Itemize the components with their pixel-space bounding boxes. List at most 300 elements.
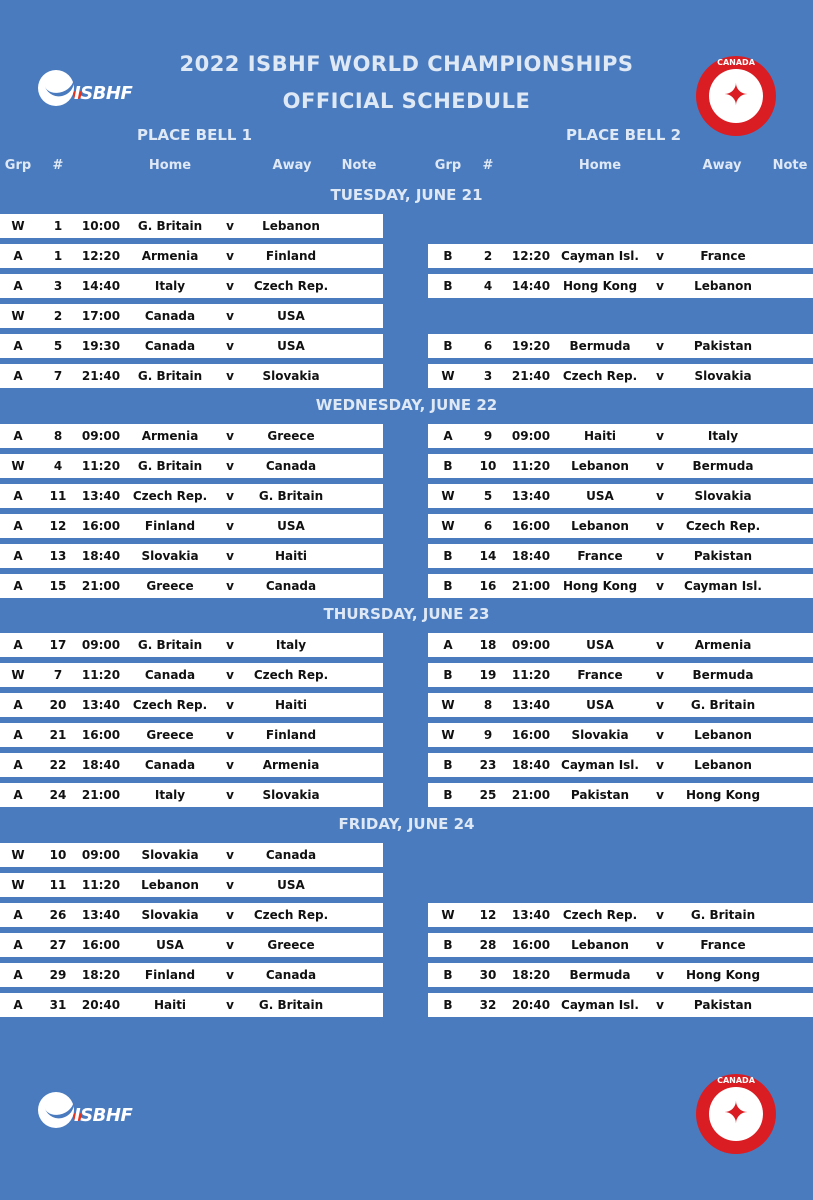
game-row [428, 723, 813, 747]
game-num: 4 [53, 459, 63, 473]
game-home: Canada [144, 668, 196, 682]
game-grp: A [13, 728, 23, 742]
game-time: 09:00 [511, 638, 551, 652]
game-time: 13:40 [81, 489, 121, 503]
game-away: Lebanon [262, 219, 320, 233]
game-row [428, 993, 813, 1017]
game-row [0, 993, 383, 1017]
game-time: 16:00 [511, 728, 551, 742]
game-grp: A [13, 758, 23, 772]
game-grp: A [13, 788, 23, 802]
game-grp: W [11, 878, 25, 892]
game-grp: B [443, 279, 453, 293]
game-grp: A [13, 698, 23, 712]
game-num: 14 [479, 549, 497, 563]
game-num: 16 [479, 579, 497, 593]
game-num: 25 [479, 788, 497, 802]
game-num: 5 [53, 339, 63, 353]
game-num: 24 [49, 788, 67, 802]
game-home: Czech Rep. [132, 489, 208, 503]
game-v: v [226, 279, 234, 293]
game-v: v [226, 249, 234, 263]
game-home: Italy [154, 788, 186, 802]
game-num: 11 [49, 878, 67, 892]
game-row [0, 364, 383, 388]
game-row [428, 364, 813, 388]
game-time: 11:20 [81, 878, 121, 892]
game-v: v [226, 489, 234, 503]
game-grp: W [11, 309, 25, 323]
game-away: Slovakia [262, 369, 320, 383]
game-home: Czech Rep. [562, 369, 638, 383]
game-row [428, 903, 813, 927]
game-time: 11:20 [81, 668, 121, 682]
game-time: 11:20 [81, 459, 121, 473]
game-num: 21 [49, 728, 67, 742]
game-time: 13:40 [511, 489, 551, 503]
game-v: v [656, 459, 664, 473]
game-v: v [226, 339, 234, 353]
game-num: 22 [49, 758, 67, 772]
game-home: Greece [146, 579, 194, 593]
game-grp: A [13, 638, 23, 652]
game-v: v [226, 848, 234, 862]
game-time: 20:40 [511, 998, 551, 1012]
game-home: Pakistan [570, 788, 630, 802]
game-row [0, 424, 383, 448]
game-v: v [226, 579, 234, 593]
game-grp: A [443, 429, 453, 443]
game-num: 32 [479, 998, 497, 1012]
col-header-grp-2: Grp [434, 158, 462, 173]
game-home: Slovakia [141, 549, 199, 563]
game-away: Italy [707, 429, 739, 443]
game-time: 18:20 [511, 968, 551, 982]
game-v: v [226, 638, 234, 652]
col-header-home-2: Home [578, 158, 622, 173]
game-grp: A [13, 579, 23, 593]
game-grp: W [441, 698, 455, 712]
game-v: v [656, 519, 664, 533]
game-away: Finland [265, 249, 317, 263]
game-home: Canada [144, 758, 196, 772]
game-away: Czech Rep. [253, 908, 329, 922]
game-num: 8 [53, 429, 63, 443]
game-away: France [700, 249, 746, 263]
game-row [0, 693, 383, 717]
game-grp: A [13, 998, 23, 1012]
game-num: 5 [483, 489, 493, 503]
game-row [428, 693, 813, 717]
game-time: 11:20 [511, 459, 551, 473]
game-v: v [656, 549, 664, 563]
game-v: v [656, 698, 664, 712]
game-row [0, 783, 383, 807]
game-num: 6 [483, 339, 493, 353]
game-time: 21:00 [81, 579, 121, 593]
game-home: Cayman Isl. [561, 758, 639, 772]
game-v: v [656, 369, 664, 383]
game-grp: B [443, 788, 453, 802]
game-v: v [226, 728, 234, 742]
game-away: Pakistan [693, 998, 753, 1012]
game-home: Czech Rep. [562, 908, 638, 922]
col-header-away-2: Away [702, 158, 742, 173]
game-grp: W [441, 369, 455, 383]
game-away: Czech Rep. [685, 519, 761, 533]
title-line-1: 2022 ISBHF WORLD CHAMPIONSHIPS [179, 52, 634, 76]
game-v: v [656, 728, 664, 742]
game-num: 10 [479, 459, 497, 473]
game-time: 10:00 [81, 219, 121, 233]
game-time: 14:40 [511, 279, 551, 293]
game-away: G. Britain [690, 908, 756, 922]
game-num: 19 [479, 668, 497, 682]
game-v: v [656, 908, 664, 922]
game-num: 3 [53, 279, 63, 293]
day-header: WEDNESDAY, JUNE 22 [315, 396, 498, 414]
game-row [428, 454, 813, 478]
game-away: USA [277, 519, 305, 533]
game-home: Slovakia [141, 908, 199, 922]
game-away: Bermuda [692, 668, 754, 682]
game-time: 12:20 [81, 249, 121, 263]
game-time: 14:40 [81, 279, 121, 293]
game-time: 13:40 [81, 908, 121, 922]
game-num: 1 [53, 219, 63, 233]
game-away: Lebanon [694, 279, 752, 293]
game-num: 12 [49, 519, 67, 533]
game-num: 15 [49, 579, 67, 593]
game-time: 11:20 [511, 668, 551, 682]
game-num: 18 [479, 638, 497, 652]
game-away: USA [277, 878, 305, 892]
game-v: v [656, 339, 664, 353]
canada-badge-top: ✦ CANADA [696, 56, 776, 136]
game-grp: A [443, 638, 453, 652]
game-v: v [656, 249, 664, 263]
game-grp: A [13, 249, 23, 263]
game-home: USA [586, 698, 614, 712]
game-home: Armenia [141, 429, 199, 443]
game-v: v [656, 579, 664, 593]
game-time: 18:40 [511, 758, 551, 772]
game-grp: W [11, 848, 25, 862]
game-row [428, 514, 813, 538]
game-grp: A [13, 938, 23, 952]
game-v: v [656, 429, 664, 443]
game-row [0, 274, 383, 298]
game-v: v [226, 549, 234, 563]
game-row [0, 873, 383, 897]
game-home: France [577, 549, 623, 563]
game-home: G. Britain [137, 219, 203, 233]
game-row [0, 903, 383, 927]
game-time: 18:40 [511, 549, 551, 563]
game-v: v [656, 968, 664, 982]
game-time: 09:00 [81, 429, 121, 443]
game-home: G. Britain [137, 638, 203, 652]
game-away: Czech Rep. [253, 668, 329, 682]
game-away: Hong Kong [685, 968, 761, 982]
game-num: 29 [49, 968, 67, 982]
game-row [0, 933, 383, 957]
game-away: Finland [265, 728, 317, 742]
game-home: G. Britain [137, 459, 203, 473]
game-away: Haiti [274, 549, 308, 563]
game-home: Armenia [141, 249, 199, 263]
col-header-grp: Grp [4, 158, 32, 173]
game-num: 6 [483, 519, 493, 533]
col-header-num: # [52, 158, 64, 173]
game-away: G. Britain [258, 489, 324, 503]
game-num: 2 [53, 309, 63, 323]
game-v: v [656, 758, 664, 772]
game-grp: B [443, 579, 453, 593]
game-away: Cayman Isl. [684, 579, 762, 593]
rink-label-right: PLACE BELL 2 [566, 126, 682, 144]
game-v: v [226, 998, 234, 1012]
game-grp: W [11, 219, 25, 233]
game-grp: A [13, 519, 23, 533]
game-grp: W [11, 459, 25, 473]
game-away: Armenia [694, 638, 752, 652]
game-num: 12 [479, 908, 497, 922]
game-away: Canada [265, 848, 317, 862]
game-num: 30 [479, 968, 497, 982]
game-row [428, 933, 813, 957]
game-away: Greece [267, 429, 315, 443]
game-v: v [226, 459, 234, 473]
game-num: 20 [49, 698, 67, 712]
game-grp: B [443, 249, 453, 263]
maple-leaf-icon: ✦ [723, 1096, 749, 1131]
game-time: 19:20 [511, 339, 551, 353]
game-away: Canada [265, 459, 317, 473]
game-away: G. Britain [258, 998, 324, 1012]
game-row [428, 753, 813, 777]
game-time: 09:00 [81, 638, 121, 652]
maple-leaf-icon: ✦ [723, 78, 749, 113]
game-v: v [656, 998, 664, 1012]
game-num: 9 [483, 728, 493, 742]
game-v: v [656, 938, 664, 952]
game-home: Canada [144, 309, 196, 323]
game-v: v [226, 369, 234, 383]
game-home: Canada [144, 339, 196, 353]
col-header-home: Home [148, 158, 192, 173]
game-row [428, 484, 813, 508]
game-num: 23 [479, 758, 497, 772]
game-away: Slovakia [694, 489, 752, 503]
game-num: 27 [49, 938, 67, 952]
game-v: v [226, 878, 234, 892]
game-grp: B [443, 968, 453, 982]
game-time: 16:00 [511, 519, 551, 533]
game-num: 28 [479, 938, 497, 952]
rink-label-left: PLACE BELL 1 [137, 126, 253, 144]
game-num: 10 [49, 848, 67, 862]
game-grp: A [13, 339, 23, 353]
game-grp: A [13, 908, 23, 922]
game-grp: B [443, 998, 453, 1012]
game-away: Pakistan [693, 549, 753, 563]
game-grp: W [441, 728, 455, 742]
game-away: Canada [265, 579, 317, 593]
game-v: v [226, 938, 234, 952]
game-grp: W [441, 519, 455, 533]
game-grp: B [443, 549, 453, 563]
canada-badge-bottom: ✦ CANADA [696, 1074, 776, 1154]
game-row [0, 544, 383, 568]
game-row [0, 963, 383, 987]
game-row [0, 454, 383, 478]
game-home: Lebanon [141, 878, 199, 892]
game-v: v [656, 489, 664, 503]
game-v: v [656, 668, 664, 682]
game-away: Canada [265, 968, 317, 982]
game-row [0, 244, 383, 268]
game-v: v [656, 788, 664, 802]
game-v: v [226, 309, 234, 323]
game-home: USA [586, 489, 614, 503]
game-time: 16:00 [511, 938, 551, 952]
game-time: 19:30 [81, 339, 121, 353]
game-row [428, 274, 813, 298]
game-v: v [226, 698, 234, 712]
game-row [0, 334, 383, 358]
game-row [428, 633, 813, 657]
game-time: 18:20 [81, 968, 121, 982]
game-num: 9 [483, 429, 493, 443]
game-home: Cayman Isl. [561, 998, 639, 1012]
game-row [0, 633, 383, 657]
game-home: Czech Rep. [132, 698, 208, 712]
game-time: 20:40 [81, 998, 121, 1012]
game-v: v [226, 788, 234, 802]
game-num: 13 [49, 549, 67, 563]
game-time: 16:00 [81, 728, 121, 742]
game-home: Finland [144, 968, 196, 982]
game-v: v [656, 638, 664, 652]
game-num: 26 [49, 908, 67, 922]
game-home: Bermuda [569, 968, 631, 982]
game-time: 21:00 [511, 788, 551, 802]
game-grp: W [11, 668, 25, 682]
day-header: THURSDAY, JUNE 23 [323, 605, 490, 623]
col-header-note: Note [341, 158, 377, 173]
game-away: USA [277, 339, 305, 353]
game-away: France [700, 938, 746, 952]
game-home: Lebanon [571, 938, 629, 952]
game-home: Slovakia [571, 728, 629, 742]
game-time: 13:40 [511, 698, 551, 712]
game-row [0, 663, 383, 687]
game-grp: A [13, 369, 23, 383]
game-home: Cayman Isl. [561, 249, 639, 263]
col-header-note-2: Note [772, 158, 808, 173]
game-time: 21:00 [81, 788, 121, 802]
game-row [428, 783, 813, 807]
game-v: v [226, 219, 234, 233]
game-row [428, 963, 813, 987]
game-grp: W [441, 908, 455, 922]
game-time: 09:00 [511, 429, 551, 443]
game-row [0, 304, 383, 328]
game-home: France [577, 668, 623, 682]
game-num: 2 [483, 249, 493, 263]
game-row [0, 843, 383, 867]
game-grp: A [13, 489, 23, 503]
game-home: Hong Kong [562, 279, 638, 293]
game-v: v [656, 279, 664, 293]
game-num: 8 [483, 698, 493, 712]
day-header: TUESDAY, JUNE 21 [330, 186, 483, 204]
game-home: Slovakia [141, 848, 199, 862]
game-grp: A [13, 549, 23, 563]
game-time: 21:00 [511, 579, 551, 593]
game-home: USA [156, 938, 184, 952]
game-v: v [226, 429, 234, 443]
game-grp: A [13, 429, 23, 443]
game-num: 7 [53, 668, 63, 682]
game-num: 31 [49, 998, 67, 1012]
game-time: 16:00 [81, 938, 121, 952]
game-time: 17:00 [81, 309, 121, 323]
game-v: v [226, 519, 234, 533]
game-num: 1 [53, 249, 63, 263]
game-v: v [226, 758, 234, 772]
game-time: 21:40 [511, 369, 551, 383]
game-away: Bermuda [692, 459, 754, 473]
game-away: G. Britain [690, 698, 756, 712]
game-num: 4 [483, 279, 493, 293]
game-away: Hong Kong [685, 788, 761, 802]
game-v: v [226, 968, 234, 982]
game-away: Slovakia [694, 369, 752, 383]
game-away: Slovakia [262, 788, 320, 802]
game-row [0, 753, 383, 777]
game-time: 13:40 [511, 908, 551, 922]
title-line-2: OFFICIAL SCHEDULE [282, 89, 531, 113]
game-home: Greece [146, 728, 194, 742]
game-away: USA [277, 309, 305, 323]
game-grp: B [443, 938, 453, 952]
game-away: Haiti [274, 698, 308, 712]
game-row [428, 663, 813, 687]
game-home: Finland [144, 519, 196, 533]
col-header-away: Away [272, 158, 312, 173]
game-row [0, 214, 383, 238]
game-home: USA [586, 638, 614, 652]
game-home: G. Britain [137, 369, 203, 383]
game-row [428, 244, 813, 268]
game-time: 18:40 [81, 549, 121, 563]
game-time: 12:20 [511, 249, 551, 263]
game-grp: W [441, 489, 455, 503]
game-row [0, 514, 383, 538]
game-home: Bermuda [569, 339, 631, 353]
game-home: Haiti [583, 429, 617, 443]
isbhf-logo-top: ISBHF [38, 68, 153, 118]
game-away: Pakistan [693, 339, 753, 353]
game-row [0, 574, 383, 598]
game-row [0, 484, 383, 508]
game-row [0, 723, 383, 747]
game-home: Hong Kong [562, 579, 638, 593]
game-row [428, 544, 813, 568]
game-time: 09:00 [81, 848, 121, 862]
